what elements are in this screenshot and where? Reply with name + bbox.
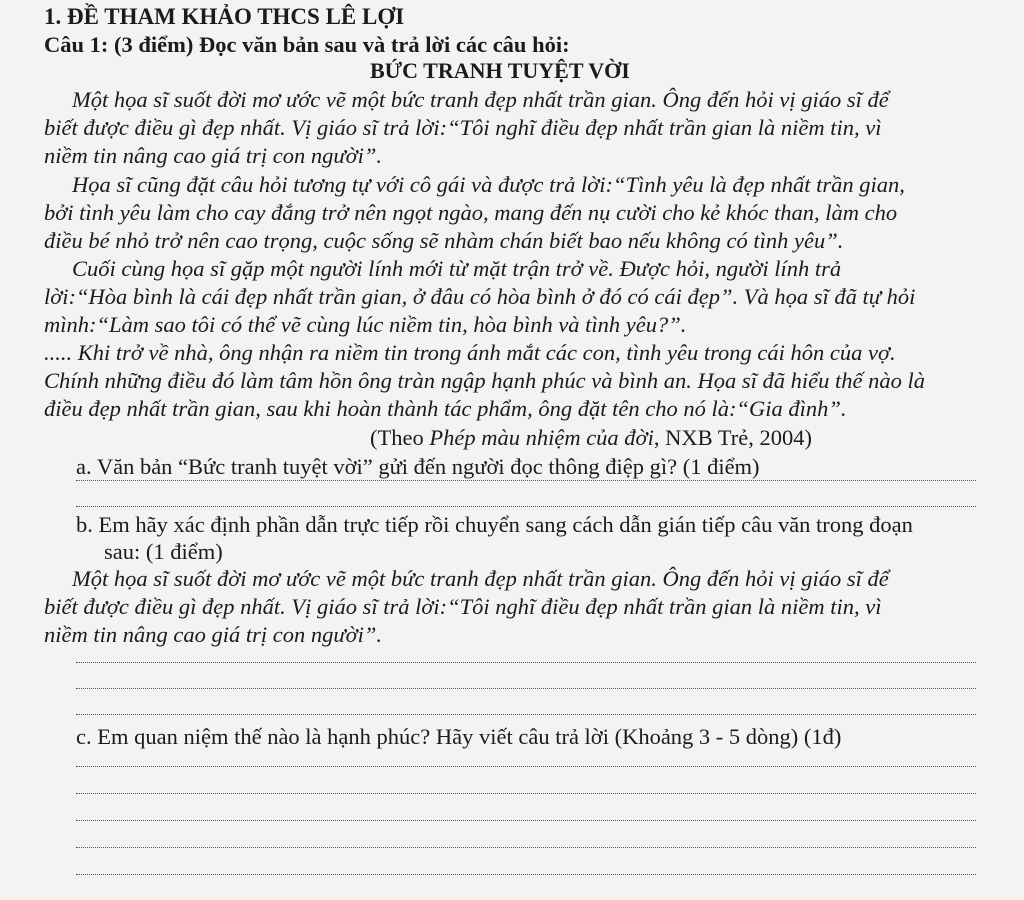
question-1-heading: Câu 1: (3 điểm) Đọc văn bản sau và trả lời các câu hỏi: bbox=[44, 32, 570, 57]
answer-line[interactable] bbox=[76, 847, 976, 848]
question-a: a. Văn bản “Bức tranh tuyệt vời” gửi đến người đọc thông điệp gì? (1 điểm) bbox=[76, 454, 760, 479]
passage-line: mình:“Làm sao tôi có thể vẽ cùng lúc niềm tin, hòa bình và tình yêu?”. bbox=[44, 312, 687, 337]
passage-line: điều đẹp nhất trần gian, sau khi hoàn thành tác phẩm, ông đặt tên cho nó là:“Gia đình”. bbox=[44, 396, 847, 421]
exam-header: 1. ĐỀ THAM KHẢO THCS LÊ LỢI bbox=[44, 4, 405, 29]
answer-line[interactable] bbox=[76, 506, 976, 507]
passage-line: Cuối cùng họa sĩ gặp một người lính mới từ mặt trận trở về. Được hỏi, người lính trả bbox=[72, 256, 842, 281]
passage-line: niềm tin nâng cao giá trị con người”. bbox=[44, 143, 383, 168]
quoted-passage-line: niềm tin nâng cao giá trị con người”. bbox=[44, 622, 383, 647]
passage-line: Họa sĩ cũng đặt câu hỏi tương tự với cô gái và được trả lời:“Tình yêu là đẹp nhất trần gian, bbox=[72, 172, 905, 197]
answer-line[interactable] bbox=[76, 874, 976, 875]
answer-line[interactable] bbox=[76, 793, 976, 794]
source-book: Phép màu nhiệm của đời bbox=[429, 425, 654, 450]
passage-line: bởi tình yêu làm cho cay đắng trở nên ngọt ngào, mang đến nụ cười cho kẻ khóc than, làm cho bbox=[44, 200, 898, 225]
question-c: c. Em quan niệm thế nào là hạnh phúc? Hãy viết câu trả lời (Khoảng 3 - 5 dòng) (1đ) bbox=[76, 724, 842, 749]
passage-line: điều bé nhỏ trở nên cao trọng, cuộc sống sẽ nhàm chán biết bao nếu không có tình yêu”. bbox=[44, 228, 844, 253]
passage-line: Một họa sĩ suốt đời mơ ước vẽ một bức tranh đẹp nhất trần gian. Ông đến hỏi vị giáo sĩ để bbox=[72, 87, 889, 112]
answer-line[interactable] bbox=[76, 714, 976, 715]
answer-line[interactable] bbox=[76, 766, 976, 767]
answer-line[interactable] bbox=[76, 820, 976, 821]
answer-line[interactable] bbox=[76, 662, 976, 663]
question-b-line2: sau: (1 điểm) bbox=[104, 539, 223, 564]
question-b-line1: b. Em hãy xác định phần dẫn trực tiếp rồi chuyển sang cách dẫn gián tiếp câu văn trong đoạn bbox=[76, 512, 913, 537]
passage-line: lời:“Hòa bình là cái đẹp nhất trần gian, ở đâu có hòa bình ở đó có cái đẹp”. Và họa sĩ đã tự hỏi bbox=[44, 284, 916, 309]
quoted-passage-line: biết được điều gì đẹp nhất. Vị giáo sĩ trả lời:“Tôi nghĩ điều đẹp nhất trần gian là niềm tin, vì bbox=[44, 594, 882, 619]
source-prefix: (Theo bbox=[370, 425, 430, 450]
passage-line: biết được điều gì đẹp nhất. Vị giáo sĩ trả lời:“Tôi nghĩ điều đẹp nhất trần gian là niềm tin, vì bbox=[44, 115, 882, 140]
passage-line: Chính những điều đó làm tâm hồn ông tràn ngập hạnh phúc và bình an. Họa sĩ đã hiểu thế nào là bbox=[44, 368, 925, 393]
answer-line[interactable] bbox=[76, 480, 976, 481]
passage-title: BỨC TRANH TUYỆT VỜI bbox=[370, 58, 630, 83]
answer-line[interactable] bbox=[76, 688, 976, 689]
source-suffix: , NXB Trẻ, 2004) bbox=[653, 425, 812, 450]
source-citation bbox=[370, 425, 812, 451]
quoted-passage-line: Một họa sĩ suốt đời mơ ước vẽ một bức tranh đẹp nhất trần gian. Ông đến hỏi vị giáo sĩ để bbox=[72, 566, 889, 591]
passage-line: ..... Khi trở về nhà, ông nhận ra niềm tin trong ánh mắt các con, tình yêu trong cái hôn của vợ. bbox=[44, 340, 896, 365]
